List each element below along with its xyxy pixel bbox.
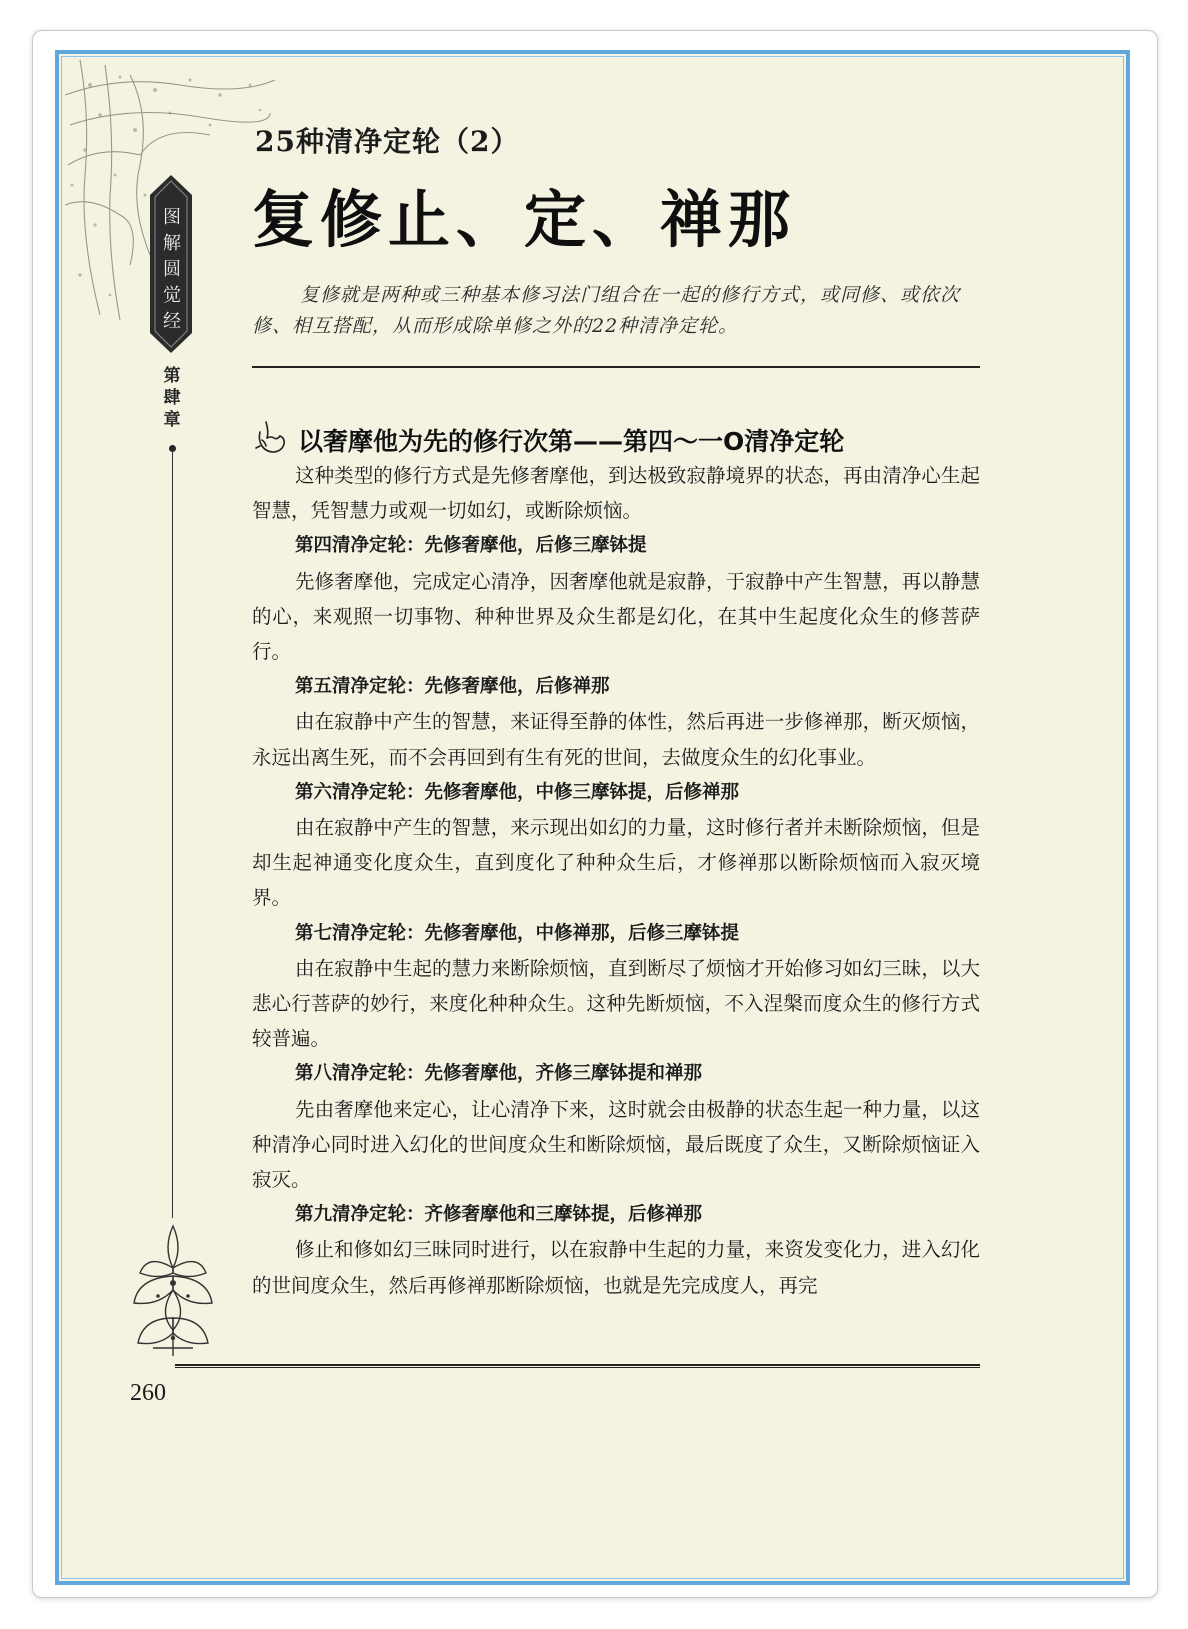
book-title-char: 解 [163, 233, 181, 254]
hand-pointer-icon [252, 418, 292, 458]
paragraph: 修止和修如幻三昧同时进行，以在寂静中生起的力量，来资发变化力，进入幻化的世间度众生，然后再修禅那断除烦恼，也就是先完成度人，再完 [252, 1238, 980, 1297]
book-title-vertical [160, 205, 184, 335]
subheading: 第七清净定轮：先修奢摩他，中修禅那，后修三摩钵提 [295, 922, 740, 944]
subheading: 第五清净定轮：先修奢摩他，后修禅那 [295, 676, 610, 698]
book-title-char: 圆 [163, 259, 181, 280]
page-number: 260 [130, 1380, 166, 1406]
chapter-label [160, 365, 184, 431]
body-text [252, 458, 980, 1303]
paragraph: 由在寂静中生起的慧力来断除烦恼，直到断尽了烦恼才开始修习如幻三昧，以大悲心行菩萨的妙行，来度化种种众生。这种先断烦恼，不入涅槃而度众生的修行方式较普遍。 [252, 956, 980, 1051]
paragraph: 由在寂静中产生的智慧，来示现出如幻的力量，这时修行者并未断除烦恼，但是却生起神通变化度众生，直到度化了种种众生后，才修禅那以断除烦恼而入寂灭境界。 [252, 816, 980, 910]
paragraph: 先修奢摩他，完成定心清净，因奢摩他就是寂静，于寂静中产生智慧，再以静慧的心，来观照一切事物、种种世界及众生都是幻化，在其中生起度化众生的修菩萨行。 [252, 569, 980, 664]
intro-divider [252, 366, 980, 368]
book-title-char: 图 [163, 207, 181, 228]
paragraph: 先由奢摩他来定心，让心清净下来，这时就会由极静的状态生起一种力量，以这种清净心同时进入幻化的世间度众生和断除烦恼，最后既度了众生，又断除烦恼证入寂灭。 [252, 1097, 980, 1192]
book-title-char: 觉 [163, 285, 181, 306]
paragraph: 由在寂静中产生的智慧，来证得至静的体性，然后再进一步修禅那，断灭烦恼，永远出离生死，而不会再回到有生有死的世间，去做度众生的幻化事业。 [252, 710, 980, 769]
chapter-char: 章 [163, 410, 181, 430]
paragraph: 这种类型的修行方式是先修奢摩他，到达极致寂静境界的状态，再由清净心生起智慧，凭智慧力或观一切如幻，或断除烦恼。 [252, 464, 980, 523]
subheading: 第八清净定轮：先修奢摩他，齐修三摩钵提和禅那 [295, 1063, 703, 1085]
subheading: 第六清净定轮：先修奢摩他，中修三摩钵提，后修禅那 [295, 781, 740, 803]
lotus-ornament [128, 1218, 218, 1358]
book-title-char: 经 [163, 311, 181, 332]
subheading: 第九清净定轮：齐修奢摩他和三摩钵提，后修禅那 [295, 1204, 703, 1226]
side-vertical-line [172, 448, 173, 1218]
footer-divider [175, 1364, 980, 1368]
subheading: 第四清净定轮：先修奢摩他，后修三摩钵提 [295, 535, 647, 557]
chapter-char: 肆 [163, 388, 181, 408]
chapter-char: 第 [163, 366, 181, 386]
intro-paragraph: 复修就是两种或三种基本修习法门组合在一起的修行方式，或同修、或依次修、相互搭配，从而形成除单修之外的22种清净定轮。 [252, 284, 961, 337]
section-heading-text: 以奢摩他为先的修行次第——第四～一O清净定轮 [298, 427, 845, 456]
page-title: 复修止、定、禅那 [252, 183, 797, 256]
section-kicker: 25种清净定轮（2） [255, 125, 520, 158]
section-heading [252, 418, 980, 458]
